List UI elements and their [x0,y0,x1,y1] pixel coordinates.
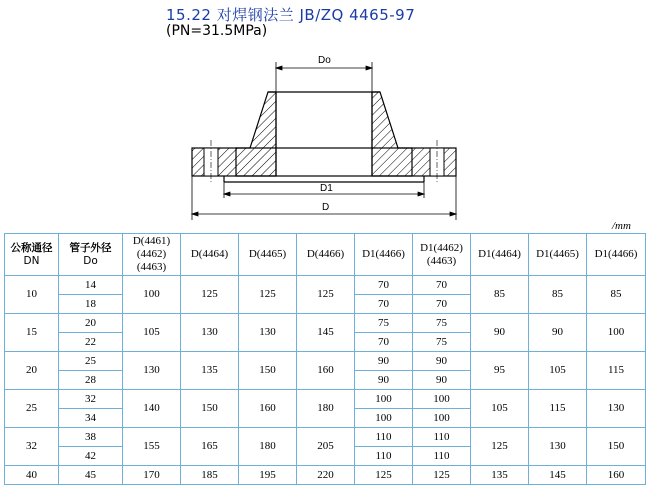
cell-d1-4466: 85 [587,276,646,314]
cell-d1-4464: 85 [471,276,529,314]
cell-d1-4466: 115 [587,352,646,390]
table-row [5,466,646,485]
cell-d1-4466: 100 [355,409,413,428]
cell-d-4461: 170 [123,466,181,485]
cell-d1-4466: 90 [355,352,413,371]
cell-d1-4466: 150 [587,428,646,466]
right-flange-end [444,148,456,176]
cell-d-4464: 185 [181,466,239,485]
cell-d1-4462: 100 [413,390,471,409]
table-body [5,276,646,485]
cell-dn: 20 [5,352,59,390]
label-d: D [322,202,330,213]
cell-d-4465: 125 [239,276,297,314]
cell-d1-4466: 125 [355,466,413,485]
header-d-4464: D(4464) [181,234,239,276]
cell-d-4465: 150 [239,352,297,390]
unit-label: /mm [612,220,631,232]
table-row [5,390,646,409]
cell-dn: 15 [5,314,59,352]
cell-d1-4464: 125 [471,428,529,466]
cell-d1-4465: 145 [529,466,587,485]
cell-d1-4462: 90 [413,371,471,390]
page-title: 15.22 对焊钢法兰 JB/ZQ 4465-97 [166,6,416,24]
cell-d-4464: 150 [181,390,239,428]
cell-d-4461: 140 [123,390,181,428]
dimension-do [276,55,372,92]
header-d1-4466b: D1(4466) [587,234,646,276]
cell-d1-4464: 90 [471,314,529,352]
cell-d-4466: 125 [297,276,355,314]
table-row [5,314,646,333]
cell-dn: 32 [5,428,59,466]
table-row [5,352,646,371]
header-d1-4462: D1(4462) (4463) [413,234,471,276]
dimension-table [4,233,646,485]
flange-drawing [180,44,470,224]
cell-d-4461: 105 [123,314,181,352]
cell-d1-4466: 100 [587,314,646,352]
cell-d1-4462: 75 [413,333,471,352]
cell-d-4465: 195 [239,466,297,485]
cell-d-4466: 205 [297,428,355,466]
header-do: 管子外径 Do [59,234,123,276]
cell-do: 42 [59,447,123,466]
cell-d1-4464: 105 [471,390,529,428]
cell-d-4464: 135 [181,352,239,390]
cell-do: 28 [59,371,123,390]
cell-d1-4465: 105 [529,352,587,390]
cell-d-4466: 160 [297,352,355,390]
left-flange-end [192,148,204,176]
cell-d-4466: 180 [297,390,355,428]
cell-d1-4466: 110 [355,428,413,447]
label-d1: D1 [320,183,333,194]
cell-d1-4464: 135 [471,466,529,485]
cell-d1-4466: 70 [355,333,413,352]
cell-d1-4462: 90 [413,352,471,371]
cell-d-4464: 125 [181,276,239,314]
cell-d-4461: 130 [123,352,181,390]
cell-d1-4466: 90 [355,371,413,390]
cell-dn: 40 [5,466,59,485]
cell-d-4464: 165 [181,428,239,466]
cell-d-4464: 130 [181,314,239,352]
cell-d-4466: 220 [297,466,355,485]
cell-d-4465: 160 [239,390,297,428]
cell-d1-4462: 110 [413,447,471,466]
cell-do: 25 [59,352,123,371]
header-d-4465: D(4465) [239,234,297,276]
cell-d1-4465: 90 [529,314,587,352]
table-row [5,428,646,447]
right-hub-section [372,92,412,176]
cell-d1-4462: 125 [413,466,471,485]
header-d1-4466: D1(4466) [355,234,413,276]
cell-d-4461: 100 [123,276,181,314]
header-d1-4465: D1(4465) [529,234,587,276]
cell-d-4465: 180 [239,428,297,466]
cell-do: 38 [59,428,123,447]
cell-d1-4466: 110 [355,447,413,466]
pressure-rating: (PN=31.5MPa) [166,23,268,39]
header-dn: 公称通径 DN [5,234,59,276]
cell-d-4461: 155 [123,428,181,466]
cell-do: 14 [59,276,123,295]
cell-d1-4462: 110 [413,428,471,447]
dimension-d1 [224,182,424,198]
cell-do: 32 [59,390,123,409]
cell-do: 20 [59,314,123,333]
table-row [5,276,646,295]
cell-d1-4462: 75 [413,314,471,333]
cell-dn: 25 [5,390,59,428]
cell-do: 22 [59,333,123,352]
cell-do: 45 [59,466,123,485]
cell-d1-4466: 70 [355,295,413,314]
cell-d1-4465: 85 [529,276,587,314]
cell-d1-4466: 70 [355,276,413,295]
cell-do: 18 [59,295,123,314]
cell-d1-4464: 95 [471,352,529,390]
cell-d1-4462: 100 [413,409,471,428]
cell-d1-4465: 115 [529,390,587,428]
cell-d1-4462: 70 [413,276,471,295]
cell-d1-4466: 100 [355,390,413,409]
cell-d1-4466: 160 [587,466,646,485]
header-d-4461: D(4461) (4462) (4463) [123,234,181,276]
label-do: Do [318,55,331,66]
header-d1-4464: D1(4464) [471,234,529,276]
cell-d-4466: 145 [297,314,355,352]
cell-d1-4465: 130 [529,428,587,466]
left-hub-section [236,92,276,176]
header-d-4466: D(4466) [297,234,355,276]
cell-d1-4466: 75 [355,314,413,333]
cell-do: 34 [59,409,123,428]
cell-d-4465: 130 [239,314,297,352]
cell-dn: 10 [5,276,59,314]
cell-d1-4466: 130 [587,390,646,428]
cell-d1-4462: 70 [413,295,471,314]
